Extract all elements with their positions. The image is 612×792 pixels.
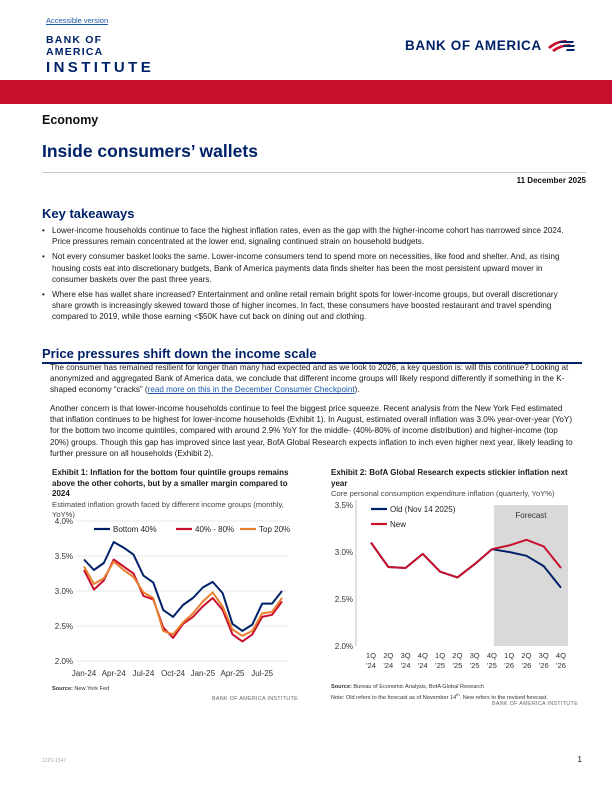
y-tick-label: 3.0% <box>334 548 353 557</box>
paragraph-2: Another concern is that lower-income households continue to feel the biggest price squeeze. Recent analysis from the New York Fed estimated that inflation continues to be highest for lower-income households (Exhibit 1). In August, estimated overall inflation was 3.0% year-over-year (YoY) for the bottom two income quintiles, compared with around 2.9% YoY for the middle- (40%-80% of income distribution) and higher-income (top 20%) groups. Though this gap has improved since last year, BofA Global Research expects inflation to inch even higher next year, likely leading to further pressure on all households (Exhibit 2). <box>50 404 573 458</box>
header-band <box>0 80 612 104</box>
exhibit-2-header <box>331 468 581 499</box>
page-number: 1 <box>577 755 582 764</box>
y-tick-label: 2.0% <box>334 642 353 651</box>
flag-icon <box>546 38 576 53</box>
x-tick-year-label: '24 <box>366 661 376 670</box>
takeaway-item: • Not every consumer basket looks the same. Lower-income consumers tend to spend more on necessities, like food and shelter. And, as rising housing costs eat into discretionary budgets, Bank of America payments data finds shelter has been the most persistent upward mover in consumer baskets over the past three years. <box>42 251 574 285</box>
price-pressures-heading: Price pressures shift down the income scale <box>42 346 317 361</box>
x-tick-year-label: '25 <box>469 661 480 670</box>
exhibit-1-subtitle: Estimated inflation growth faced by different income groups (monthly, YoY%) <box>52 499 284 519</box>
paragraph-1-end: ). <box>354 385 360 395</box>
y-tick-label: 2.5% <box>334 595 353 604</box>
x-tick-label: 3Q <box>538 651 549 660</box>
key-takeaways-list <box>42 225 574 327</box>
x-tick-year-label: '24 <box>417 661 428 670</box>
institute-logo-top: BANK OF AMERICA <box>46 34 104 58</box>
x-tick-year-label: '25 <box>435 661 446 670</box>
paragraph-1-text: The consumer has remained resilient for longer than many had expected and as we look to 2026, a key question is: will this continue? Looking at anonymized and aggregated Bank of America data, we conclude that different income groups will likely respond differently if something in the K-shaped economy “cracks” ( <box>50 363 569 395</box>
x-tick-year-label: '26 <box>556 661 566 670</box>
exhibit-2-source-text: Bureau of Economic Analysis, BofA Global Research <box>351 684 484 690</box>
title-divider <box>42 172 586 173</box>
forecast-shading <box>494 505 568 646</box>
x-tick-label: Apr-25 <box>220 669 245 678</box>
accessible-version-link[interactable]: Accessible version <box>46 16 109 25</box>
x-tick-year-label: '25 <box>486 661 497 670</box>
x-tick-label: 4Q <box>417 651 428 660</box>
y-tick-label: 2.5% <box>54 622 73 631</box>
x-tick-year-label: '25 <box>452 661 463 670</box>
exhibit-2-source <box>331 684 484 691</box>
exhibit-2-note-end: . New refers to the revised forecast. <box>459 694 548 701</box>
x-tick-label: Oct-24 <box>161 669 186 678</box>
exhibit-1-source <box>52 686 109 693</box>
section-label: Economy <box>42 113 99 127</box>
x-tick-label: 4Q <box>486 651 497 660</box>
x-tick-year-label: '24 <box>400 661 411 670</box>
publish-date: 11 December 2025 <box>516 176 586 185</box>
document-code: 1229-1547 <box>42 758 66 764</box>
x-tick-label: Jan-25 <box>190 669 216 678</box>
exhibit-2-note-text: Note: Old refers to the forecast as of November 14 <box>331 694 457 701</box>
exhibit-2-chart <box>326 496 578 678</box>
x-tick-label: 3Q <box>400 651 411 660</box>
y-tick-label: 2.0% <box>54 657 73 666</box>
exhibit-1-header <box>52 468 292 520</box>
legend-label: Bottom 40% <box>113 525 157 534</box>
exhibit-2-title: Exhibit 2: BofA Global Research expects stickier inflation next year <box>331 468 568 488</box>
y-tick-label: 3.0% <box>54 587 73 596</box>
y-tick-label: 4.0% <box>54 517 73 526</box>
x-tick-year-label: '26 <box>538 661 549 670</box>
forecast-label: Forecast <box>515 511 547 520</box>
legend-label: Old (Nov 14 2025) <box>390 505 456 514</box>
x-tick-label: Jul-24 <box>132 669 155 678</box>
x-tick-label: 4Q <box>555 651 567 660</box>
x-tick-label: 2Q <box>383 651 394 660</box>
exhibit-1-source-label: Source: <box>52 686 73 692</box>
x-tick-label: 1Q <box>504 651 515 660</box>
legend-label: 40% - 80% <box>195 525 235 534</box>
x-tick-label: Jul-25 <box>251 669 274 678</box>
y-tick-label: 3.5% <box>334 501 353 510</box>
exhibit-2-note-sup: th <box>456 692 460 697</box>
brand-wordmark: BANK OF AMERICA <box>405 38 542 53</box>
series-line-0 <box>84 542 282 631</box>
institute-logo <box>46 34 156 76</box>
x-tick-label: 3Q <box>469 651 480 660</box>
exhibit-2-source-label: Source: <box>331 684 352 690</box>
x-tick-label: 1Q <box>435 651 446 660</box>
x-tick-label: 1Q <box>365 651 377 660</box>
exhibit-2-brand: BANK OF AMERICA INSTITUTE <box>492 701 578 707</box>
exhibit-1-title: Exhibit 1: Inflation for the bottom four quintile groups remains above the other cohorts, but by a smaller margin compared to 2024 <box>52 468 289 498</box>
exhibit-1-source-text: New York Fed <box>72 686 110 692</box>
x-tick-label: 2Q <box>521 651 532 660</box>
exhibit-2-subtitle: Core personal consumption expenditure inflation (quarterly, YoY%) <box>331 489 555 498</box>
x-tick-year-label: '24 <box>383 661 394 670</box>
x-tick-year-label: '26 <box>504 661 515 670</box>
page-title: Inside consumers’ wallets <box>42 141 258 161</box>
x-tick-label: 2Q <box>452 651 463 660</box>
consumer-checkpoint-link[interactable]: read more on this in the December Consumer Checkpoint <box>147 385 355 395</box>
x-tick-year-label: '26 <box>521 661 532 670</box>
key-takeaways-heading: Key takeaways <box>42 206 135 221</box>
exhibit-1-brand: BANK OF AMERICA INSTITUTE <box>212 696 298 702</box>
y-tick-label: 3.5% <box>54 552 73 561</box>
exhibit-1-chart <box>52 513 294 685</box>
takeaway-item: • Where else has wallet share increased? Entertainment and online retail remain bright spots for lower-income groups, but overall discretionary share growth is increasingly skewed toward those of higher incomes. In fact, these consumers have boosted restaurant and travel spending compared to 2019, while those earning <$50K have cut back on dining out and clothing. <box>42 289 574 323</box>
x-tick-label: Jan-24 <box>71 669 97 678</box>
legend-label: New <box>390 520 407 529</box>
takeaway-item: • Lower-income households continue to face the highest inflation rates, even as the gap with the higher-income cohort has narrowed since 2024. Price pressures remain concentrated at the lower end, signaling continued strain on household budgets. <box>42 225 574 247</box>
bank-of-america-logo <box>405 38 576 53</box>
legend-label: Top 20% <box>259 525 291 534</box>
institute-logo-bottom: INSTITUTE <box>46 59 155 76</box>
paragraph-1 <box>50 362 576 396</box>
x-tick-label: Apr-24 <box>101 669 126 678</box>
